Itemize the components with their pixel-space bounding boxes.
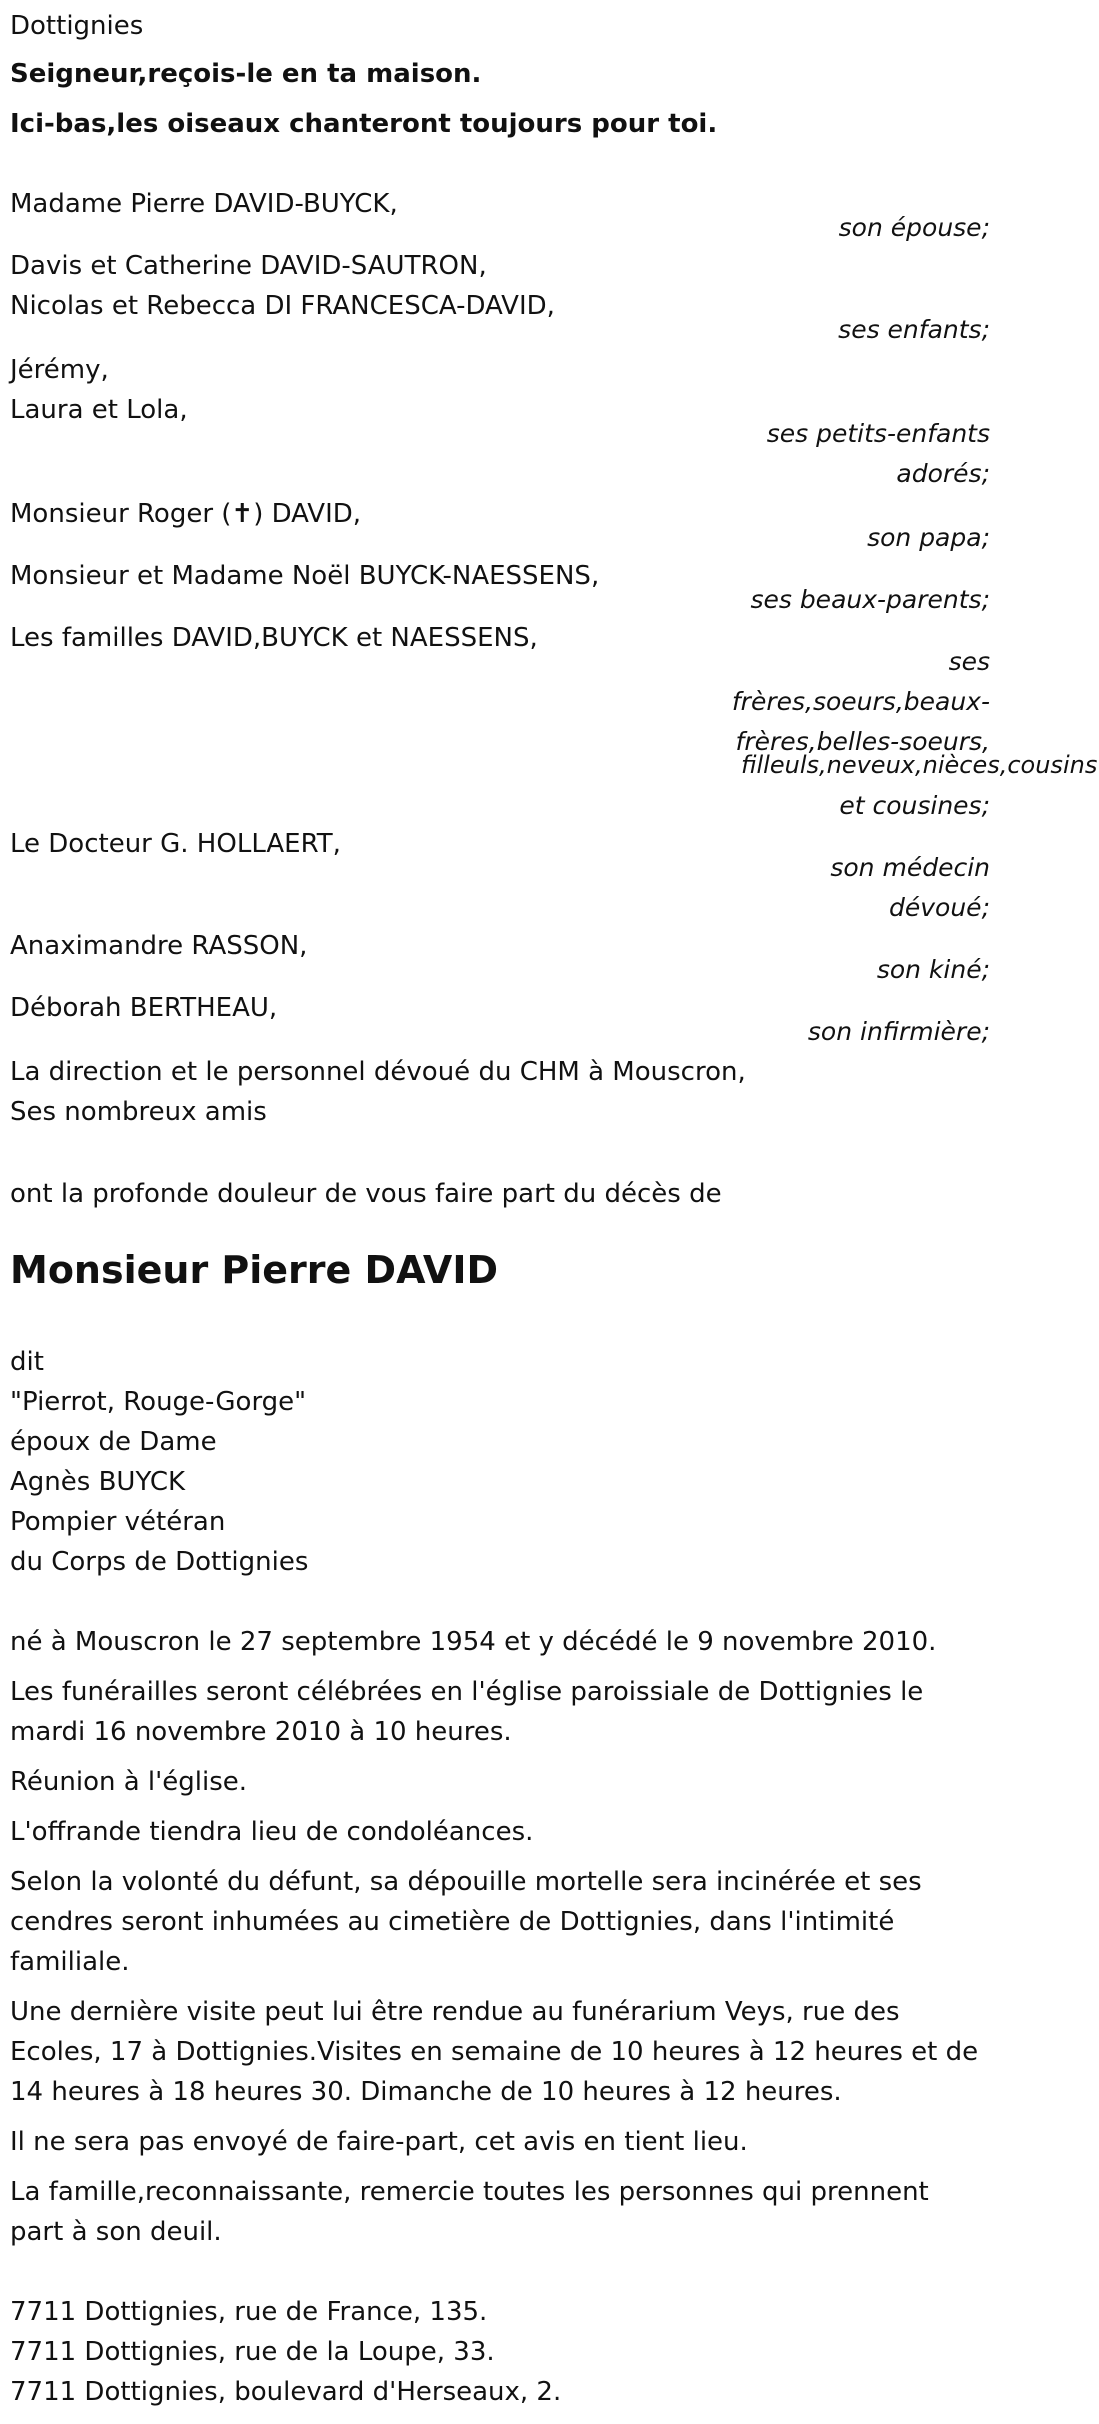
relation-label: son épouse; (838, 213, 990, 242)
paragraph-line: né à Mouscron le 27 septembre 1954 et y décédé le 9 novembre 2010. (10, 1627, 937, 1657)
paragraph-line: Les funérailles seront célébrées en l'église paroissiale de Dottignies le (10, 1677, 924, 1707)
deceased-detail: Pompier vétéran (10, 1507, 226, 1537)
paragraph-line: Ecoles, 17 à Dottignies.Visites en semaine de 10 heures à 12 heures et de (10, 2037, 979, 2067)
family-member: Madame Pierre DAVID-BUYCK, (10, 189, 398, 219)
deceased-name: Monsieur Pierre DAVID (10, 1248, 499, 1292)
family-member: Le Docteur G. HOLLAERT, (10, 829, 341, 859)
address-line: 7711 Dottignies, boulevard d'Herseaux, 2. (10, 2377, 562, 2407)
deceased-detail: du Corps de Dottignies (10, 1547, 309, 1577)
relation-label: filleuls,neveux,nièces,cousins (741, 751, 1098, 779)
relation-label: ses petits-enfants (766, 419, 990, 448)
relation-label: frères,soeurs,beaux- (731, 687, 990, 716)
family-member: Monsieur et Madame Noël BUYCK-NAESSENS, (10, 561, 600, 591)
family-member: Les familles DAVID,BUYCK et NAESSENS, (10, 623, 538, 653)
relation-label: ses (948, 647, 990, 676)
relation-label: et cousines; (839, 791, 990, 820)
deceased-detail: époux de Dame (10, 1427, 217, 1457)
address-line: 7711 Dottignies, rue de la Loupe, 33. (10, 2337, 495, 2367)
paragraph-line: La famille,reconnaissante, remercie toutes les personnes qui prennent (10, 2177, 929, 2207)
relation-label: son kiné; (876, 955, 990, 984)
relation-label: ses beaux-parents; (750, 585, 990, 614)
paragraph-line: familiale. (10, 1947, 130, 1977)
paragraph-line: cendres seront inhumées au cimetière de Dottignies, dans l'intimité (10, 1907, 895, 1937)
announcement-text: ont la profonde douleur de vous faire part du décès de (10, 1179, 722, 1209)
relation-label: son papa; (867, 523, 990, 552)
paragraph-line: 14 heures à 18 heures 30. Dimanche de 10 heures à 12 heures. (10, 2077, 842, 2107)
family-member: Monsieur Roger (✝) DAVID, (10, 499, 362, 529)
paragraph-line: mardi 16 novembre 2010 à 10 heures. (10, 1717, 512, 1747)
family-member: Ses nombreux amis (10, 1097, 267, 1127)
relation-label: son infirmière; (807, 1017, 990, 1046)
family-member: Jérémy, (10, 355, 109, 385)
relation-label: frères,belles-soeurs, (735, 727, 990, 756)
paragraph-line: L'offrande tiendra lieu de condoléances. (10, 1817, 534, 1847)
paragraph-line: part à son deuil. (10, 2217, 222, 2247)
family-member: Laura et Lola, (10, 395, 188, 425)
relation-label: ses enfants; (838, 315, 990, 344)
deceased-detail: dit (10, 1347, 44, 1377)
family-member: La direction et le personnel dévoué du CHM à Mouscron, (10, 1057, 746, 1087)
family-member: Davis et Catherine DAVID-SAUTRON, (10, 251, 487, 281)
verse-line: Ici-bas,les oiseaux chanteront toujours pour toi. (10, 109, 718, 139)
family-member: Déborah BERTHEAU, (10, 993, 278, 1023)
deceased-detail: "Pierrot, Rouge-Gorge" (10, 1387, 307, 1417)
paragraph-line: Selon la volonté du défunt, sa dépouille mortelle sera incinérée et ses (10, 1867, 922, 1897)
address-line: 7711 Dottignies, rue de France, 135. (10, 2297, 488, 2327)
relation-label: adorés; (896, 459, 990, 488)
paragraph-line: Réunion à l'église. (10, 1767, 248, 1797)
place-heading: Dottignies (10, 11, 144, 41)
relation-label: son médecin (830, 853, 990, 882)
family-member: Nicolas et Rebecca DI FRANCESCA-DAVID, (10, 291, 555, 321)
verse-line: Seigneur,reçois-le en ta maison. (10, 59, 482, 89)
deceased-detail: Agnès BUYCK (10, 1467, 186, 1497)
paragraph-line: Une dernière visite peut lui être rendue au funérarium Veys, rue des (10, 1997, 900, 2027)
family-member: Anaximandre RASSON, (10, 931, 308, 961)
paragraph-line: Il ne sera pas envoyé de faire-part, cet avis en tient lieu. (10, 2127, 748, 2157)
relation-label: dévoué; (889, 893, 990, 922)
